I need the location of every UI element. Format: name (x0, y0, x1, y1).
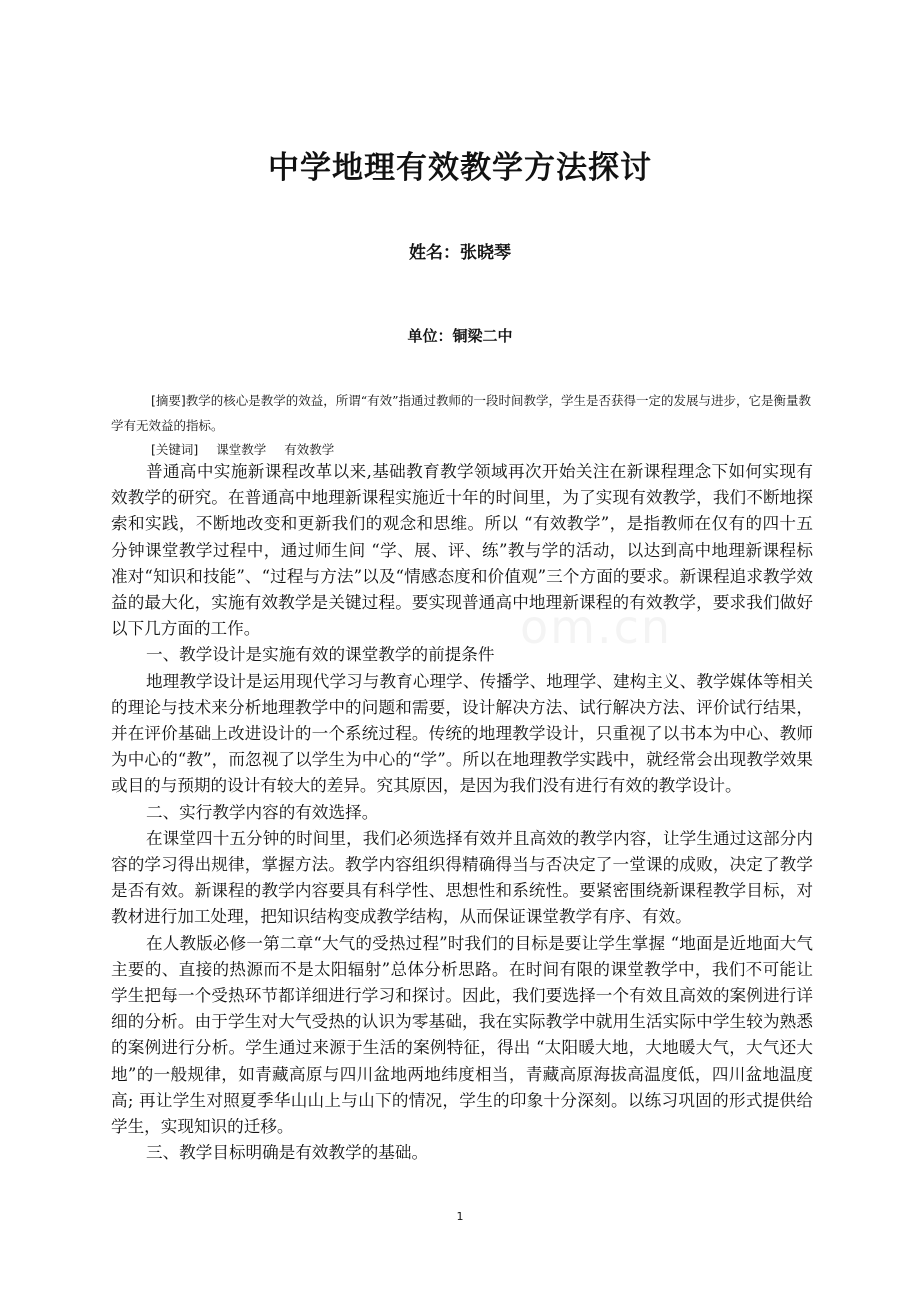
section-heading: 三、教学目标明确是有效教学的基础。 (146, 1143, 429, 1163)
abstract-text: 教学的核心是教学的效益，所谓“有效”指通过教师的一段时间教学，学生是否获得一定的发展与进步，它是衡量教学有无效益的指标。 (111, 393, 812, 433)
keyword: 有效教学 (284, 442, 335, 457)
abstract (111, 388, 813, 438)
watermark: om.cn (520, 600, 673, 654)
page-number: 1 (456, 1210, 464, 1223)
section-heading: 二、实行教学内容的有效选择。 (146, 802, 379, 822)
paragraph: 地理教学设计是运用现代学习与教育心理学、传播学、地理学、建构主义、教学媒体等相关的理论与技术来分析地理教学中的问题和需要，设计解决方法、试行解决方法、评价试行结果，并在评价基础上改进设计的一个系统过程。传统的地理教学设计，只重视了以书本为中心、教师为中心的“教”，而忽视了以学生为中心的“学”。所以在地理教学实践中，就经常会出现教学效果或目的与预期的设计有较大的差异。究其原因，是因为我们没有进行有效的教学设计。 (111, 671, 813, 796)
author-line: 姓名：张晓琴 (409, 243, 511, 263)
document-title: 中学地理有效教学方法探讨 (268, 150, 652, 186)
paragraph: 普通高中实施新课程改革以来,基础教育教学领域再次开始关注在新课程理念下如何实现有效教学的研究。在普通高中地理新课程实施近十年的时间里，为了实现有效教学，我们不断地探索和实践，不断地改变和更新我们的观念和思维。所以 “有效教学”，是指教师在仅有的四十五分钟课堂教学过程中，通过师生间 “学、展、评、练”教与学的活动，以达到高中地理新课程标准对“知识和技能”、“过程与方法”以及“情感态度和价值观”三个方面的要求。新课程追求教学效益的最大化，实施有效教学是关键过程。要实现普通高中地理新课程的有效教学，要求我们做好以下几方面的工作。 (111, 462, 813, 639)
section-heading: 一、教学设计是实施有效的课堂教学的前提条件 (146, 645, 495, 665)
paragraph: 在人教版必修一第二章“大气的受热过程”时我们的目标是要让学生掌握 “地面是近地面大气主要的、直接的热源而不是太阳辐射”总体分析思路。在时间有限的课堂教学中，我们不可能让学生把每一个受热环节都详细进行学习和探讨。因此，我们要选择一个有效且高效的案例进行详细的分析。由于学生对大气受热的认识为零基础，我在实际教学中就用生活实际中学生较为熟悉的案例进行分析。学生通过来源于生活的案例特征，得出 “太阳暖大地，大地暖大气，大气还大地”的一般规律，如青藏高原与四川盆地两地纬度相当，青藏高原海拔高温度低，四川盆地温度高; 再让学生对照夏季华山山上与山下的情况，学生的印象十分深刻。以练习巩固的形式提供给学生，实现知识的迁移。 (111, 933, 813, 1137)
keywords (151, 439, 334, 461)
abstract-label: [摘要] (151, 393, 186, 408)
paragraph: 在课堂四十五分钟的时间里，我们必须选择有效并且高效的教学内容，让学生通过这部分内容的学习得出规律，掌握方法。教学内容组织得精确得当与否决定了一堂课的成败，决定了教学是否有效。新课程的教学内容要具有科学性、思想性和系统性。要紧密围绕新课程教学目标，对教材进行加工处理，把知识结构变成教学结构，从而保证课堂教学有序、有效。 (111, 828, 813, 927)
body-text (111, 459, 813, 1166)
keyword: 课堂教学 (216, 442, 267, 457)
keywords-label: [关键词] (151, 442, 199, 457)
unit-line: 单位：铜梁二中 (407, 327, 513, 345)
